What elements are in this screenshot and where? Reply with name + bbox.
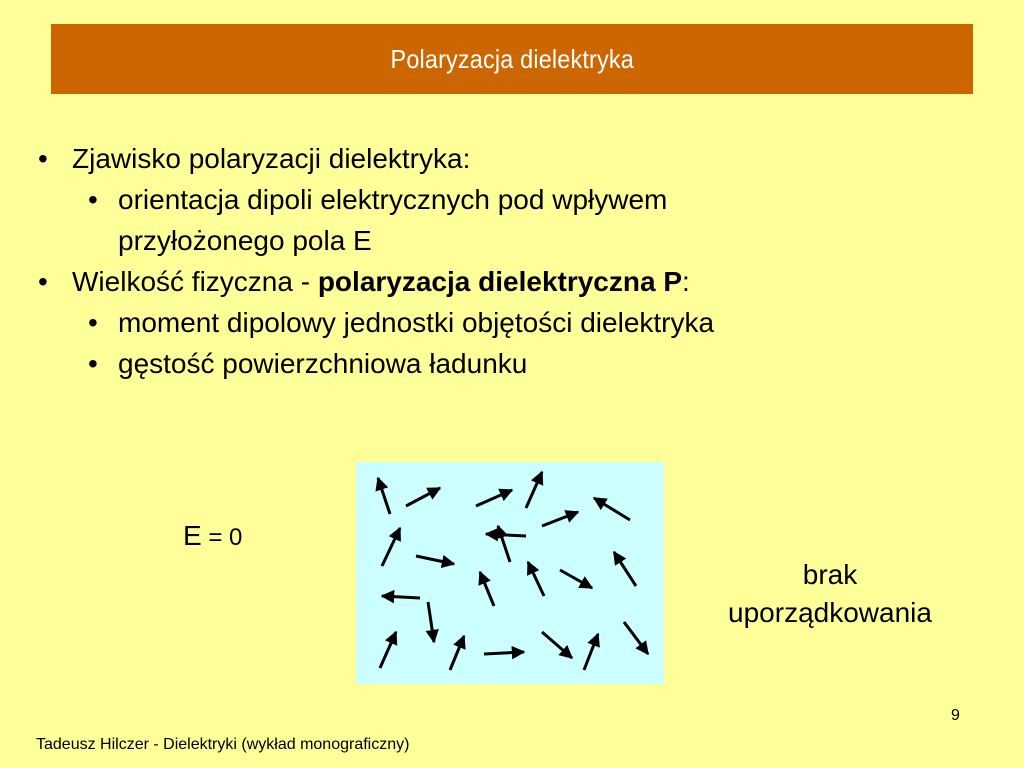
dipole-arrow: [382, 596, 420, 598]
bullet-item: [38, 138, 988, 179]
dipole-arrow: [476, 490, 512, 506]
dipole-arrow: [428, 602, 434, 642]
field-symbol: E: [183, 520, 202, 551]
bullet-marker: •: [38, 266, 48, 297]
sub-bullet-item: [38, 343, 988, 384]
bullet-text: orientacja dipoli elektrycznych pod wpływem: [118, 184, 668, 215]
bullet-text: Zjawisko polaryzacji dielektryka:: [72, 143, 471, 174]
footer-text: Tadeusz Hilczer - Dielektryki (wykład monograficzny): [36, 736, 410, 753]
dipole-arrow: [542, 512, 578, 526]
dipole-arrow: [484, 652, 524, 654]
dipole-arrow: [542, 632, 572, 658]
dipole-arrow: [614, 552, 636, 586]
dipole-arrow: [526, 472, 542, 508]
bullet-marker: •: [88, 307, 98, 338]
sub-bullet-item: [38, 179, 988, 220]
bullet-text: moment dipolowy jednostki objętości dielektryka: [118, 307, 715, 338]
bullet-text-suffix: :: [682, 266, 690, 297]
caption-line-2: uporządkowania: [728, 597, 932, 628]
dipole-arrow: [416, 556, 454, 564]
field-equation: [183, 520, 242, 552]
bullet-list: [38, 138, 988, 384]
dipole-arrow: [498, 526, 510, 562]
bullet-text-bold: polaryzacja dielektryczna P: [317, 266, 683, 297]
dipole-arrow: [584, 634, 598, 670]
dipole-arrow: [382, 528, 400, 566]
dipole-diagram: [356, 462, 664, 684]
dipole-arrow: [450, 636, 464, 670]
caption-line-1: brak: [802, 559, 858, 590]
slide-title: Polaryzacja dielektryka: [390, 43, 634, 74]
diagram-caption: [690, 556, 970, 632]
bullet-item: [38, 261, 988, 302]
bullet-marker: •: [88, 184, 98, 215]
title-bar: [51, 24, 973, 94]
dipole-arrow: [378, 478, 390, 514]
bullet-text: gęstość powierzchniowa ładunku: [118, 348, 528, 379]
dipole-arrows: [356, 462, 664, 684]
dipole-arrow: [480, 572, 494, 606]
bullet-text-prefix: Wielkość fizyczna -: [72, 266, 318, 297]
dipole-arrow: [406, 488, 440, 506]
bullet-marker: •: [88, 348, 98, 379]
dipole-arrow: [560, 570, 592, 588]
dipole-arrow: [486, 534, 526, 536]
page-number: 9: [951, 707, 960, 724]
dipole-arrow: [624, 622, 648, 654]
dipole-arrow: [594, 498, 630, 520]
sub-bullet-continuation: [38, 220, 988, 261]
bullet-marker: •: [38, 143, 48, 174]
bullet-text: przyłożonego pola E: [118, 225, 372, 256]
dipole-arrow: [380, 632, 396, 668]
field-value: = 0: [201, 524, 243, 551]
dipole-arrow: [528, 562, 544, 596]
sub-bullet-item: [38, 302, 988, 343]
